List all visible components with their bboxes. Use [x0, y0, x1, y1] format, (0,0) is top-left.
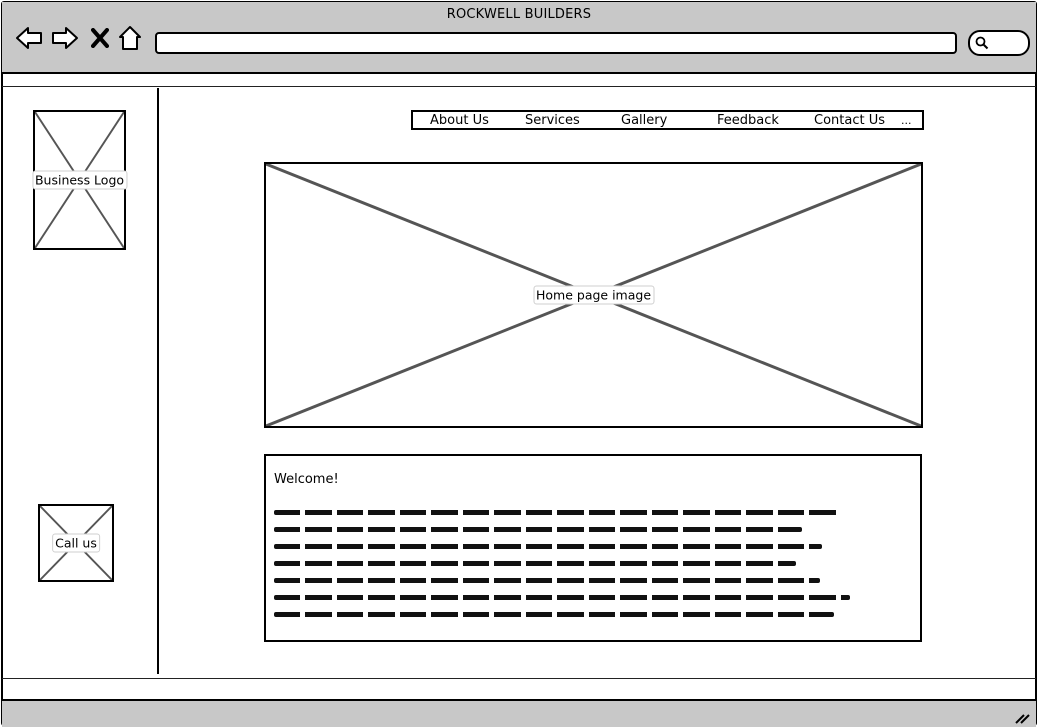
- status-bar: [2, 699, 1036, 727]
- menu-item-gallery[interactable]: Gallery: [621, 113, 668, 128]
- close-icon[interactable]: [88, 24, 112, 52]
- business-logo-label: Business Logo: [32, 171, 127, 190]
- menu-item-services[interactable]: Services: [525, 113, 580, 128]
- home-page-image: [264, 162, 923, 428]
- welcome-heading: Welcome!: [274, 472, 339, 487]
- call-us-button[interactable]: [38, 504, 114, 582]
- footer-divider: [2, 678, 1036, 679]
- browser-toolbar: [2, 2, 1036, 74]
- url-bar[interactable]: [155, 32, 957, 54]
- home-page-image-label: Home page image: [533, 286, 654, 305]
- text-placeholder-line: [274, 595, 850, 600]
- menu-item-more[interactable]: ...: [901, 114, 912, 127]
- menu-item-contact-us[interactable]: Contact Us: [814, 113, 885, 128]
- call-us-label: Call us: [52, 534, 100, 553]
- menu-item-about-us[interactable]: About Us: [430, 113, 489, 128]
- search-input[interactable]: [968, 30, 1030, 56]
- text-placeholder-line: [274, 510, 839, 515]
- text-placeholder-line: [274, 578, 820, 583]
- welcome-panel: [264, 454, 922, 642]
- sidebar-divider: [157, 88, 159, 674]
- forward-arrow-icon[interactable]: [50, 24, 80, 52]
- menu-item-feedback[interactable]: Feedback: [717, 113, 779, 128]
- text-placeholder-line: [274, 544, 822, 549]
- business-logo-image: [33, 110, 126, 250]
- header-divider: [2, 86, 1036, 87]
- window-title: ROCKWELL BUILDERS: [446, 7, 592, 22]
- search-icon: [975, 36, 989, 50]
- resize-grip-icon[interactable]: [1014, 712, 1030, 724]
- main-menu: [411, 110, 924, 130]
- text-placeholder-line: [274, 612, 834, 617]
- text-placeholder-line: [274, 527, 802, 532]
- back-arrow-icon[interactable]: [14, 24, 44, 52]
- home-icon[interactable]: [116, 24, 144, 52]
- text-placeholder-line: [274, 561, 796, 566]
